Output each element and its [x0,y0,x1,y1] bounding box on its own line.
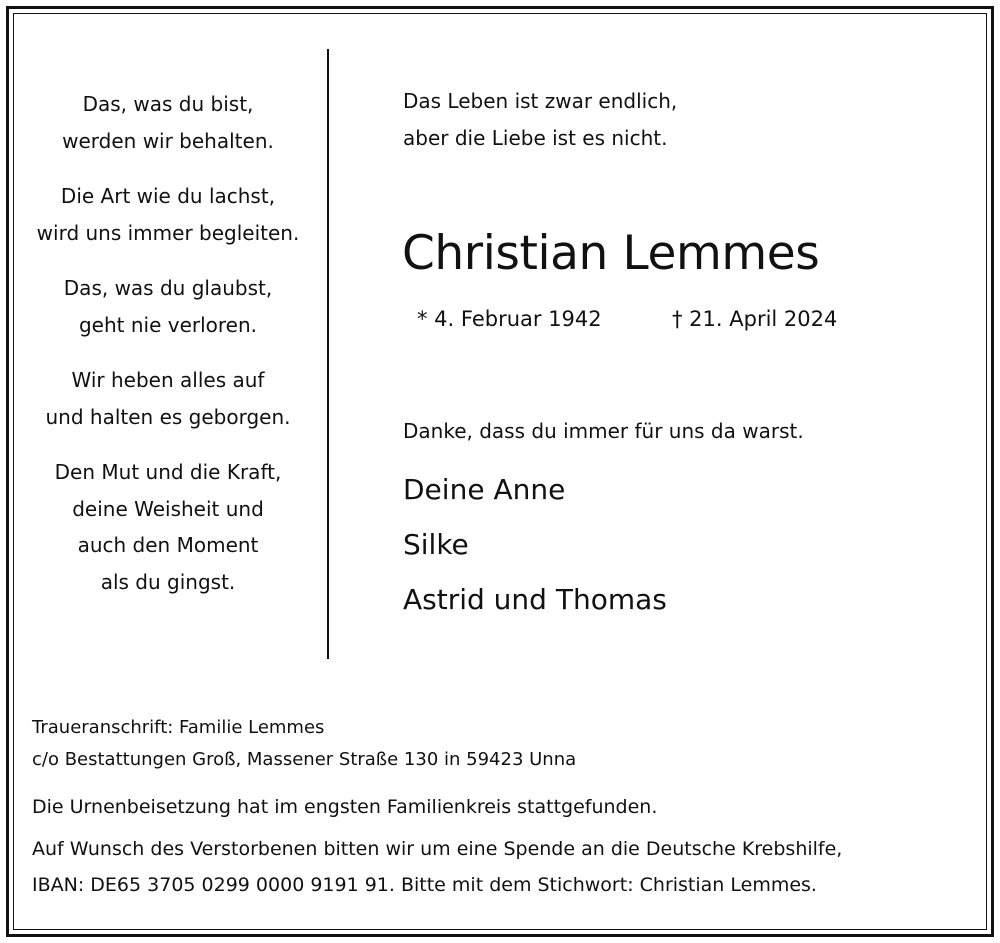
poem-line: Das, was du bist, [82,92,254,116]
poem [20,86,316,619]
poem-line: Die Art wie du lachst, [60,184,276,208]
poem-stanza-2 [20,178,316,251]
mourning-address [32,712,576,776]
address-line-2: c/o Bestattungen Groß, Massener Straße 130 in 59423 Unna [32,749,577,770]
poem-stanza-5 [20,454,316,600]
signer-name: Silke [403,528,469,561]
poem-line: geht nie verloren. [78,312,258,337]
donation-note-line-1: Auf Wunsch des Verstorbenen bitten wir um eine Spende an die Deutsche Krebshilfe, [32,838,843,860]
poem-line: auch den Moment [77,533,259,557]
motto [403,83,677,157]
notes [32,789,842,903]
poem-stanza-4 [20,362,316,435]
poem-line: deine Weisheit und [72,496,264,521]
death-date: † 21. April 2024 [672,307,838,331]
poem-line: wird uns immer begleiten. [36,220,300,245]
donation-note-line-2: IBAN: DE65 3705 0299 0000 9191 91. Bitte mit dem Stichwort: Christian Lemmes. [32,874,817,896]
burial-note: Die Urnenbeisetzung hat im engsten Familienkreis stattgefunden. [32,796,658,818]
signer-name: Astrid und Thomas [403,583,667,616]
poem-line: und halten es geborgen. [45,404,291,429]
poem-line: als du gingst. [100,569,236,594]
motto-line-1: Das Leben ist zwar endlich, [403,89,678,113]
deceased-name: Christian Lemmes [402,226,820,281]
poem-stanza-1 [20,86,316,159]
poem-stanza-3 [20,270,316,343]
address-line-1: Traueranschrift: Familie Lemmes [32,717,325,738]
poem-line: werden wir behalten. [62,128,274,153]
signer-name: Deine Anne [403,473,566,506]
motto-line-2: aber die Liebe ist es nicht. [403,126,668,150]
poem-line: Wir heben alles auf [71,368,265,392]
column-divider [327,49,329,659]
signers [403,462,667,627]
thanks-line: Danke, dass du immer für uns da warst. [403,419,804,443]
poem-line: Den Mut und die Kraft, [54,460,282,484]
poem-line: Das, was du glaubst, [63,276,273,300]
birth-date: * 4. Februar 1942 [417,307,602,331]
